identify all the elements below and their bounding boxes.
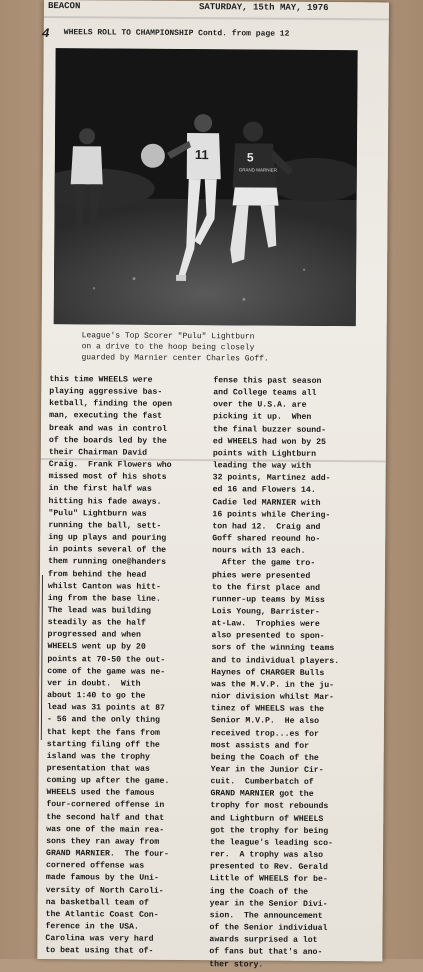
article-line: "Pulu" Lightburn was [48,508,147,519]
article-line: GRAND MARNIER got the [210,789,314,800]
article-line: in the first half was [48,484,152,495]
article-line: come of the game was ne- [47,666,166,677]
article-line: of the boards led by the [48,435,167,446]
article-line: tinez of WHEELS was the [211,704,325,715]
article-line: Carolina was very hard [45,934,154,944]
page-header [44,0,389,16]
article-line: runner-up teams by Miss [211,594,325,605]
article-line: sion. The announcement [209,911,323,921]
article-line: whilst Canton was hitt- [47,581,161,592]
article-line: points at 70-50 the out- [47,654,166,665]
article-line: steadily as the half [47,618,146,628]
article-line: WHEELS went up by 20 [47,642,146,653]
article-line: presentation that was [46,764,150,774]
article-line: was one of the main rea- [46,824,165,835]
article-column-left [45,374,219,959]
article-line: sons they ran away from [46,836,160,847]
article-line: to beat using that of- [45,946,154,957]
article-line: Haynes of CHARGER Bulls [211,667,325,678]
page-marker: 4 [41,25,50,42]
article-line: ther story. [209,959,264,970]
photo-scene [54,48,358,326]
article-line: and College teams all [213,388,317,399]
continued-headline: WHEELS ROLL TO CHAMPIONSHIP Contd. from page 12 [63,28,290,39]
article-line: coming up after the game. [46,776,170,787]
article-line: The lead was building [47,606,151,616]
article-line: in points several of the [48,545,167,556]
article-line: - 56 and the only thing [46,715,161,726]
article-line: Little of WHEELS for be- [209,874,328,885]
article-line: cornered offense was [45,861,145,871]
basketball-photo [54,48,358,326]
article-line: received trop...es for [210,728,320,739]
article-line: ketball, finding the open [49,399,173,410]
article-line: the Atlantic Coast Con- [45,909,159,920]
article-line: trophy for most rebounds [210,801,329,812]
article-line: year in the Senior Divi- [209,898,328,909]
article-line: hitting his fade aways. [48,496,162,507]
photo-caption: League's Top Scorer "Pulu" Lightburn on a drive to the hoop being closely guarded by Marnier center Charles Goff. [81,331,269,364]
article-line: 16 points while Chering- [212,509,331,520]
article-line: cuit. Cumberbatch of [210,777,314,788]
article-line: the final buzzer sound- [212,424,327,435]
article-line: ed WHEELS had won by 25 [212,436,326,447]
article-line: WHEELS used the famous [46,788,155,799]
article-line: starting filing off the [46,739,160,750]
article-line: was the M.V.P. in the ju- [211,680,335,690]
article-line: After the game tro- [212,558,316,569]
article-line: from behind the head [47,569,147,580]
margin-pencil-mark [41,575,45,740]
article-line: their Chairman David [48,447,148,458]
article-line: made famous by the Uni- [45,873,159,884]
jersey-number-11: 11 [194,147,209,163]
article-line: picking it up. When [213,412,312,423]
article-line: ference in the USA. [45,922,139,932]
article-line: ton had 12. Craig and [212,522,321,532]
article-line: being the Coach of the [210,753,319,763]
article-line: and Lightburn of WHEELS [210,813,324,824]
article-line: rer. A trophy was also [210,850,324,861]
jersey-sponsor: GRAND MARNIER [238,167,278,173]
article-line: that kept the fans from [46,727,160,738]
paper-crease [44,16,389,20]
basketball [141,144,165,168]
article-line: at-Law. Trophies were [211,619,320,630]
article-line: presented to Rev. Gerald [209,862,328,873]
newspaper-name: BEACON [47,1,81,12]
article-line: most assists and for [210,740,310,751]
jersey-number-5: 5 [246,150,254,165]
article-line: to the first place and [211,582,321,593]
article-line: Craig. Frank Flowers who [48,460,172,470]
article-line: Year in the Junior Cir- [210,765,324,775]
article-line: four-cornered offense in [46,800,165,811]
article-line: over the U.S.A. are [213,400,307,411]
article-line: leading the way with [212,461,312,471]
article-line: nior division whilst Mar- [211,692,335,703]
article-line: break and was in control [48,423,167,434]
article-line: ing the Coach of the [209,886,309,897]
article-line: nours with 13 each. [212,546,306,557]
article-line: running the ball, sett- [48,520,162,531]
article-line: playing aggressive bas- [49,387,163,397]
article-line: Lois Young, Barrister- [211,607,320,617]
article-line: progressed and when [47,630,141,640]
article-line: ing from the base line. [47,593,161,604]
article-line: na basketball team of [45,897,149,908]
article-line: and to individual players. [211,655,340,666]
article-line: Senior M.V.P. He also [210,716,320,727]
article-line: ing up plays and pouring [48,533,167,543]
article-line: the league's leading sco- [210,838,333,848]
article-line: about 1:40 to go the [47,691,146,701]
article-line: the second half and that [46,812,165,823]
article-line: lead was 31 points at 87 [47,703,166,714]
article-line: missed most of his shots [48,472,167,483]
issue-date: SATURDAY, 15th MAY, 1976 [198,2,329,13]
newspaper-clipping [37,0,389,970]
article-line: ver in doubt. With [47,678,141,689]
article-line: this time WHEELS were [49,375,153,385]
article-line: of fans but that's ano- [209,947,323,958]
article-line: also presented to spon- [211,631,325,642]
article-line: awards surprised a lot [209,935,318,946]
article-line: them running one@handers [48,557,167,568]
article-line: island was the trophy [46,751,150,762]
article-line: man, executing the fast [49,411,163,422]
article-line: points with Lightburn [212,449,317,459]
article-line: 32 points, Martinez add- [212,473,331,484]
article-line: Goff shared reound ho- [212,534,321,544]
article-line: versity of North Caroli- [45,885,164,896]
article-line: ed 16 and Flowers 14. [212,485,316,496]
article-line: got the trophy for being [210,825,329,836]
article-line: fense this past season [213,376,322,386]
article-line: of the Senior individual [209,923,328,934]
article-line: phies were presented [211,570,311,581]
article-column-right [209,375,383,972]
article-line: sors of the winning teams [211,643,335,654]
article-line: Cadie led MARNIER with [212,497,321,508]
article-line: GRAND MARNIER. The four- [46,849,169,859]
